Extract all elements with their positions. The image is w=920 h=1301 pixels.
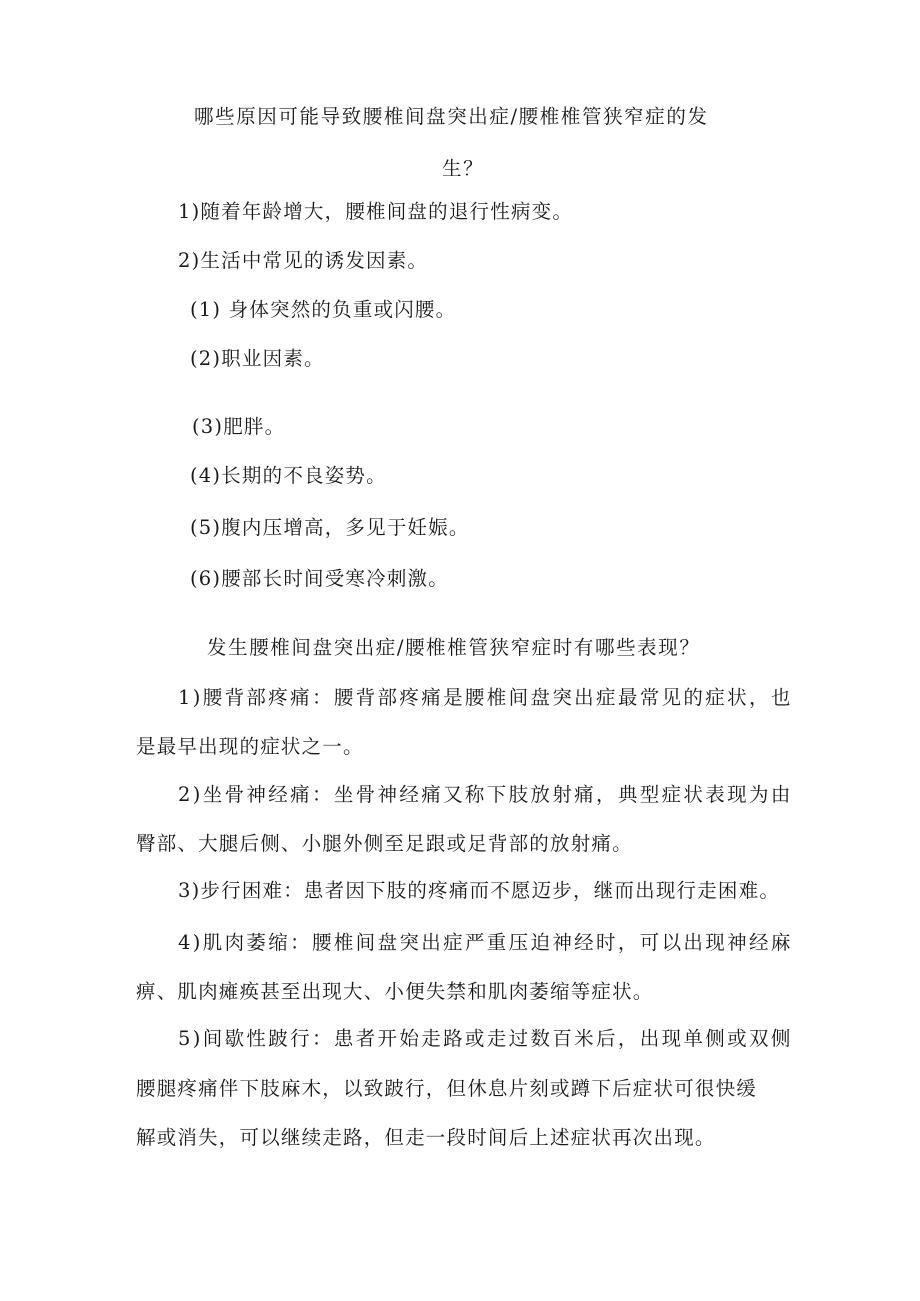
trigger-subitem-5: (5)腹内压增高，多见于妊娠。: [190, 516, 470, 539]
symptom-2-line1: 2)坐骨神经痛：坐骨神经痛又称下肢放射痛，典型症状表现为由: [178, 783, 793, 806]
symptom-4-line1: 4)肌肉萎缩：腰椎间盘突出症严重压迫神经时，可以出现神经麻: [178, 931, 793, 954]
section2-title: 发生腰椎间盘突出症/腰椎椎管狭窄症时有哪些表现？: [207, 636, 701, 659]
symptom-3-line1: 3)步行困难：患者因下肢的疼痛而不愿迈步，继而出现行走困难。: [178, 879, 781, 902]
cause-item-2: 2)生活中常见的诱发因素。: [178, 249, 429, 272]
trigger-subitem-2: (2)职业因素。: [190, 347, 325, 370]
trigger-subitem-1: (1) 身体突然的负重或闪腰。: [190, 298, 457, 321]
symptom-5-line3: 解或消失，可以继续走路，但走一段时间后上述症状再次出现。: [136, 1126, 716, 1149]
symptom-2-line2: 臀部、大腿后侧、小腿外侧至足跟或足背部的放射痛。: [136, 832, 633, 855]
trigger-subitem-4: (4)长期的不良姿势。: [190, 464, 387, 487]
cause-item-1: 1)随着年龄增大，腰椎间盘的退行性病变。: [178, 200, 574, 223]
section1-title-line2: 生？: [442, 157, 485, 180]
symptom-1-line2: 是最早出现的症状之一。: [136, 735, 364, 758]
trigger-subitem-3: (3)肥胖。: [192, 415, 286, 438]
symptom-1-line1: 1)腰背部疼痛：腰背部疼痛是腰椎间盘突出症最常见的症状，也: [178, 686, 793, 709]
symptom-4-line2: 痹、肌肉瘫痪甚至出现大、小便失禁和肌肉萎缩等症状。: [136, 980, 654, 1003]
symptom-5-line1: 5)间歇性跛行：患者开始走路或走过数百米后，出现单侧或双侧: [178, 1027, 793, 1050]
section1-title-line1: 哪些原因可能导致腰椎间盘突出症/腰椎椎管狭窄症的发: [194, 105, 709, 128]
trigger-subitem-6: (6)腰部长时间受寒冷刺激。: [190, 567, 449, 590]
symptom-5-line2: 腰腿疼痛伴下肢麻木，以致跛行，但休息片刻或蹲下后症状可很快缓: [136, 1077, 758, 1100]
